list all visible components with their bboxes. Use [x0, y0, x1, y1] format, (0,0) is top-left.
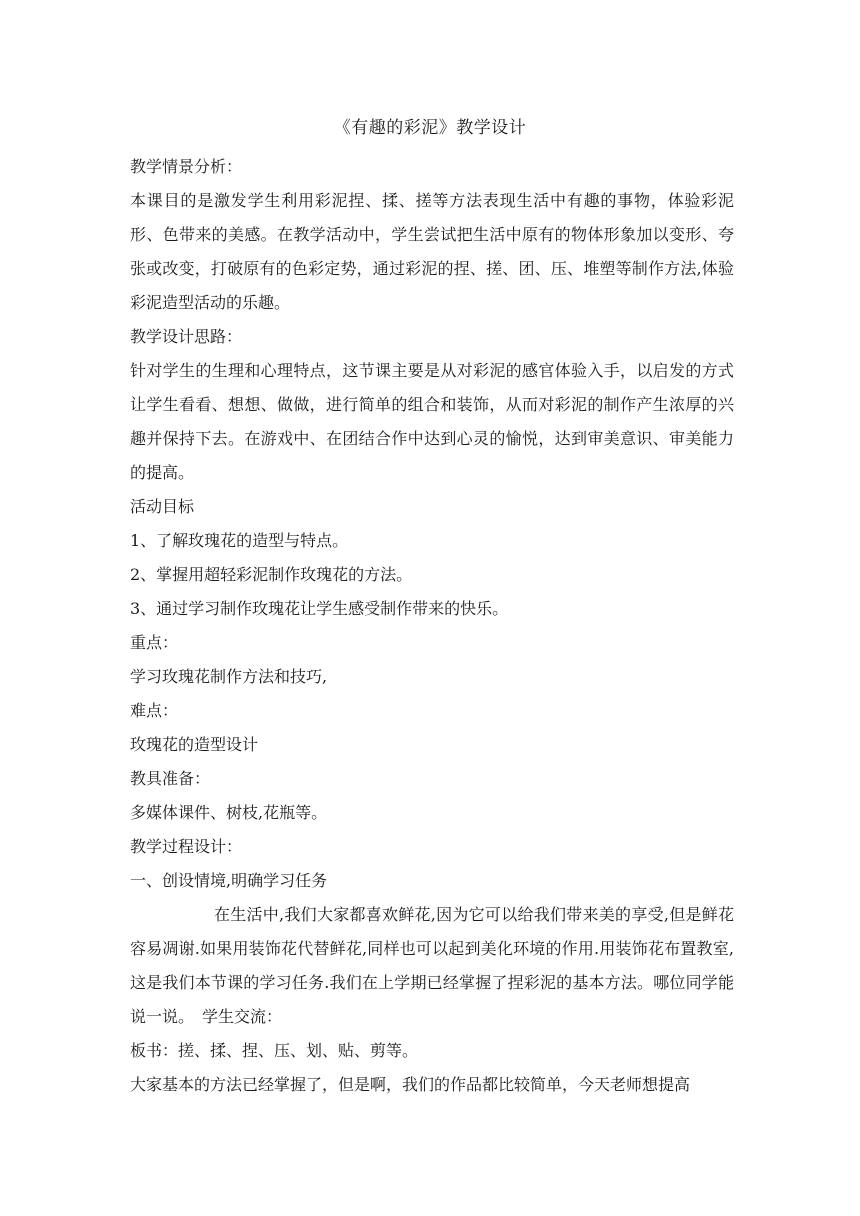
section-heading-process: 教学过程设计：: [130, 837, 243, 856]
paragraph-design-idea: 针对学生的生理和心理特点，这节课主要是从对彩泥的感官体验入手，以启发的方式让学生看看、想想、做做，进行简单的组合和装饰，从而对彩泥的制作产生浓厚的兴趣并保持下去。在游戏中、在团结合作中达到心灵的愉悦，达到审美意识、审美能力的提高。: [130, 361, 734, 482]
section-heading-situation: 教学情景分析：: [130, 157, 243, 176]
paragraph-board-writing: 板书：搓、揉、捏、压、划、贴、剪等。: [130, 1041, 419, 1060]
document-body: [130, 150, 734, 1102]
paragraph-situation: 本课目的是激发学生利用彩泥捏、揉、搓等方法表现生活中有趣的事物，体验彩泥形、色带来的美感。在教学活动中，学生尝试把生活中原有的物体形象加以变形、夸张或改变，打破原有的色彩定势，通过彩泥的捏、搓、团、压、堆塑等制作方法,体验彩泥造型活动的乐趣。: [130, 191, 734, 312]
paragraph-difficulty: 玫瑰花的造型设计: [130, 735, 259, 754]
section-heading-difficulty: 难点：: [130, 701, 179, 720]
section-heading-design-idea: 教学设计思路：: [130, 327, 243, 346]
section-heading-materials: 教具准备：: [130, 769, 211, 788]
paragraph-process-intro: 在生活中,我们大家都喜欢鲜花,因为它可以给我们带来美的享受,但是鲜花容易凋谢.如果用装饰花代替鲜花,同样也可以起到美化环境的作用.用装饰花布置教室,这是我们本节课的学习任务.我们在上学期已经掌握了捏彩泥的基本方法。哪位同学能说一说。 学生交流：: [130, 905, 734, 1026]
section-heading-key-point: 重点：: [130, 633, 179, 652]
section-heading-goals: 活动目标: [130, 497, 195, 516]
goal-item-1: 1、了解玫瑰花的造型与特点。: [130, 531, 349, 550]
paragraph-continuation: 大家基本的方法已经掌握了，但是啊，我们的作品都比较简单，今天老师想提高: [130, 1075, 691, 1094]
paragraph-materials: 多媒体课件、树枝,花瓶等。: [130, 803, 328, 822]
paragraph-key-point: 学习玫瑰花制作方法和技巧,: [130, 667, 328, 686]
process-step-1-heading: 一、创设情境,明确学习任务: [130, 871, 328, 890]
document-title: 《有趣的彩泥》教学设计: [333, 118, 527, 138]
goal-item-2: 2、掌握用超轻彩泥制作玫瑰花的方法。: [130, 565, 413, 584]
goal-item-3: 3、通过学习制作玫瑰花让学生感受制作带来的快乐。: [130, 599, 509, 618]
